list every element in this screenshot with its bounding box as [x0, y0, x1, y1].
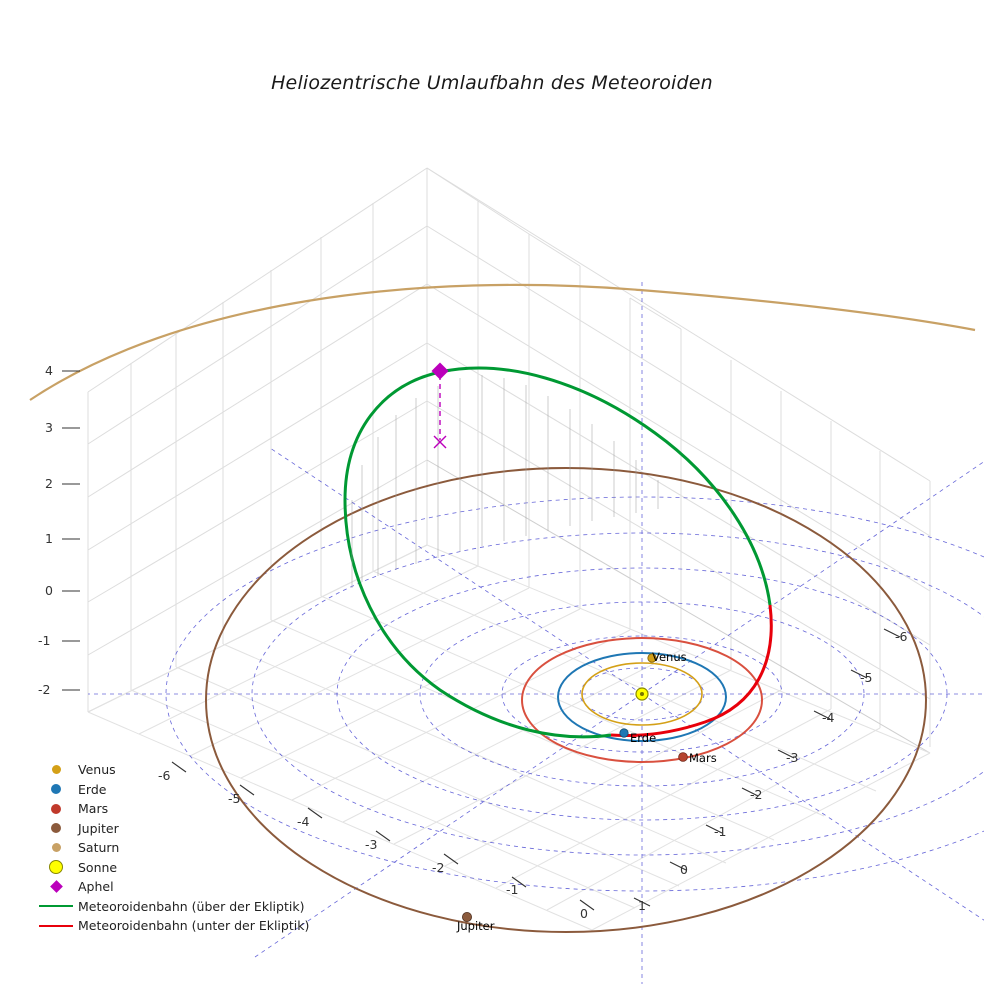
- x-tick-label: -3: [365, 837, 378, 852]
- legend-label: Saturn: [78, 840, 120, 856]
- y-tick-label: 1: [638, 898, 646, 913]
- x-tick-label: -4: [297, 814, 310, 829]
- mars-marker: [679, 753, 688, 762]
- legend-label: Meteoroidenbahn (unter der Ekliptik): [78, 918, 310, 934]
- orbit-saturn: [30, 285, 975, 400]
- z-tick-label: 2: [45, 476, 53, 491]
- aphel-marker: [432, 363, 449, 380]
- legend-item-sonne[interactable]: [34, 858, 334, 878]
- legend-item-jupiter[interactable]: [34, 819, 334, 839]
- y-tick-label: -6: [895, 629, 908, 644]
- legend-label: Mars: [78, 801, 109, 817]
- aphel-diamond-icon: [34, 882, 78, 891]
- legend-item-meteoroid-above[interactable]: [34, 897, 334, 917]
- legend-label: Jupiter: [78, 820, 119, 836]
- z-tick-label: 0: [45, 583, 53, 598]
- legend-item-mars[interactable]: [34, 799, 334, 819]
- y-tick-label: 0: [680, 862, 688, 877]
- legend-item-saturn[interactable]: [34, 838, 334, 858]
- chart-legend: [34, 760, 334, 936]
- venus-dot-icon: [34, 765, 78, 774]
- green-line-icon: [34, 905, 78, 907]
- legend-label: Aphel: [78, 879, 114, 895]
- pane-left-grid: [88, 168, 427, 712]
- aphel-projection-x: [434, 436, 446, 448]
- legend-label: Venus: [78, 762, 116, 778]
- meteoroid-orbit-above: [345, 368, 770, 737]
- y-tick-label: -2: [750, 787, 763, 802]
- z-tick-label: 4: [45, 363, 53, 378]
- annotation-erde: Erde: [630, 731, 657, 745]
- y-tick-label: -4: [822, 710, 835, 725]
- pane-right-grid: [427, 168, 930, 753]
- z-tick-label: 1: [45, 531, 53, 546]
- earth-marker: [620, 729, 628, 737]
- x-tick-label: -2: [432, 860, 445, 875]
- sonne-dot-icon: [34, 860, 78, 874]
- legend-item-meteoroid-below[interactable]: [34, 916, 334, 936]
- legend-item-aphel[interactable]: [34, 877, 334, 897]
- legend-label: Sonne: [78, 859, 118, 875]
- annotation-venus: Venus: [652, 650, 687, 664]
- y-tick-label: -5: [860, 670, 873, 685]
- legend-item-venus[interactable]: [34, 760, 334, 780]
- page-title: Heliozentrische Umlaufbahn des Meteoroiden: [271, 72, 713, 94]
- z-tick-label: 3: [45, 420, 53, 435]
- x-tick-label: -5: [228, 791, 241, 806]
- y-tick-label: -1: [714, 824, 727, 839]
- legend-label: Erde: [78, 781, 107, 797]
- sun-marker: [636, 688, 648, 700]
- annotation-mars: Mars: [689, 751, 717, 765]
- z-tick-label: -2: [38, 682, 51, 697]
- legend-item-erde[interactable]: [34, 780, 334, 800]
- mars-dot-icon: [34, 804, 78, 814]
- red-line-icon: [34, 925, 78, 927]
- x-tick-label: -6: [158, 768, 171, 783]
- annotation-jupiter: Jupiter: [457, 919, 495, 933]
- z-tick-label: -1: [38, 633, 51, 648]
- erde-dot-icon: [34, 784, 78, 794]
- y-tick-label: -3: [786, 750, 799, 765]
- x-tick-label: 0: [580, 906, 588, 921]
- legend-label: Meteoroidenbahn (über der Ekliptik): [78, 898, 305, 914]
- jupiter-dot-icon: [34, 823, 78, 833]
- saturn-dot-icon: [34, 843, 78, 852]
- x-tick-label: -1: [506, 882, 519, 897]
